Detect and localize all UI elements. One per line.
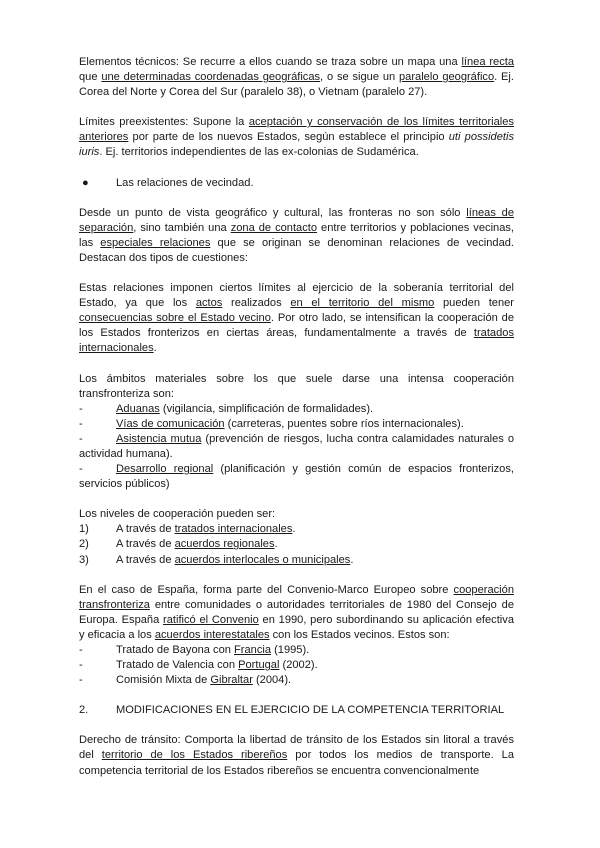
- text-run: Desde un punto de vista geográfico y cultural, las fronteras no son sólo: [79, 206, 467, 219]
- underlined-term: aceptación y conservación de los límites territoriales anteriores: [79, 116, 514, 144]
- paragraph-desde: [79, 206, 514, 266]
- list-item: [79, 402, 514, 417]
- text-run: entre comunidades o autoridades territoriales de 1980 del Consejo de Europa. España: [79, 598, 514, 626]
- text-run: , o se sigue un: [320, 71, 400, 84]
- underlined-term: especiales relaciones: [100, 236, 211, 249]
- paragraph-elementos-tecnicos: [79, 55, 514, 100]
- underlined-term: en el territorio del mismo: [290, 297, 435, 310]
- underlined-term: ratificó el Convenio: [163, 613, 259, 626]
- text-run: Tratado de Bayona con: [116, 644, 235, 656]
- underlined-term: línea recta: [461, 56, 514, 68]
- text-run: .: [350, 553, 354, 566]
- list-text: [116, 402, 514, 417]
- list-item: [79, 643, 514, 658]
- list-marker: -: [79, 432, 83, 445]
- text-run: (vigilancia, simplificación de formalidades).: [159, 402, 374, 415]
- text-run: Estas relaciones imponen ciertos límites al ejercicio de la soberanía territorial del Estado, ya que los: [79, 282, 514, 310]
- underlined-term: acuerdos interlocales o municipales: [174, 553, 351, 566]
- underlined-term: Aduanas: [116, 402, 160, 415]
- text-run: Tratado de Valencia con: [116, 659, 239, 672]
- text-run: A través de: [116, 538, 175, 551]
- text-run: Derecho de tránsito: Comporta la libertad de tránsito de los Estados sin litoral a través del: [79, 734, 514, 762]
- list-text: [116, 673, 514, 688]
- list-item-wrapped: [79, 432, 514, 462]
- text-run: A través de: [116, 523, 175, 536]
- underlined-term: territorio de los Estados ribereños: [101, 749, 288, 762]
- text-run: Límites preexistentes: Supone la: [79, 116, 249, 129]
- underlined-term: Portugal: [238, 659, 280, 672]
- text-run: . Ej. Corea del Norte y Corea del Sur (paralelo 38), o Vietnam (paralelo 27).: [79, 71, 514, 99]
- text-run: .: [292, 523, 296, 536]
- underlined-term: une determinadas coordenadas geográficas: [101, 71, 321, 84]
- text-run: Comisión Mixta de: [116, 674, 211, 687]
- paragraph-derecho-transito: [79, 733, 514, 778]
- list-item: [79, 658, 514, 673]
- underlined-term: Vías de comunicación: [116, 417, 225, 430]
- list-item: [79, 553, 514, 568]
- underlined-term: acuerdos interestatales: [154, 628, 270, 641]
- list-marker: -: [79, 659, 83, 672]
- text-run: (2004).: [252, 674, 292, 687]
- list-item: [79, 673, 514, 688]
- section-heading: [79, 703, 514, 718]
- list-text: [116, 417, 514, 432]
- text-run: . Ej. territorios independientes de las ex-colonias de Sudamérica.: [99, 146, 419, 159]
- text-run: (carreteras, puentes sobre ríos internacionales).: [224, 417, 464, 430]
- paragraph-estas-relaciones: [79, 281, 514, 356]
- underlined-term: Desarrollo regional: [116, 463, 214, 476]
- text-run: , sino también una: [133, 221, 231, 234]
- underlined-term: paralelo geográfico: [399, 71, 495, 84]
- text-run: .: [153, 342, 157, 355]
- list-text: [116, 643, 514, 658]
- text-run: que: [79, 71, 102, 84]
- list-item: [79, 522, 514, 537]
- text-run: En el caso de España, forma parte del Convenio-Marco Europeo sobre: [79, 583, 454, 596]
- list-text: [116, 537, 514, 552]
- espana-section: [79, 583, 514, 689]
- underlined-term: Francia: [234, 644, 272, 656]
- underlined-term: cooperación transfronteriza: [79, 583, 514, 611]
- text-run: . Por otro lado, se intensifican la cooperación de los Estados fronterizos en ciertas áreas, fundamentalmente a través de: [79, 312, 514, 340]
- list-marker: 3): [79, 553, 89, 566]
- text-run: A través de: [116, 553, 175, 566]
- list-text: [116, 658, 514, 673]
- underlined-term: consecuencias sobre el Estado vecino: [79, 312, 271, 325]
- list-text: [116, 522, 514, 537]
- list-marker: 2): [79, 538, 89, 551]
- text-run: .: [274, 538, 278, 551]
- ambitos-intro: Los ámbitos materiales sobre los que suele darse una intensa cooperación transfronteriza son:: [79, 372, 514, 400]
- paragraph-espana: [79, 583, 514, 643]
- list-marker: -: [79, 463, 83, 476]
- text-run: por parte de los nuevos Estados, según establece el principio: [128, 131, 449, 144]
- underlined-term: actos: [195, 297, 223, 310]
- list-item: [79, 417, 514, 432]
- text-run: por todos los medios de transporte. La competencia territorial de los Estados ribereños se encuentra convencionalmente: [79, 749, 514, 777]
- italic-term: uti possidetis iuris: [79, 131, 514, 159]
- text-run: (prevención de riesgos, lucha contra calamidades naturales o actividad humana).: [79, 432, 514, 460]
- text-run: (2002).: [279, 659, 318, 672]
- niveles-section: [79, 507, 514, 567]
- list-marker: -: [79, 674, 83, 687]
- underlined-term: tratados internacionales: [79, 327, 514, 355]
- bullet-text: Las relaciones de vecindad.: [116, 176, 254, 189]
- niveles-intro: Los niveles de cooperación pueden ser:: [79, 508, 276, 521]
- text-run: Elementos técnicos: Se recurre a ellos cuando se traza sobre un mapa una: [79, 56, 462, 68]
- list-item: [79, 537, 514, 552]
- underlined-term: Gibraltar: [210, 674, 253, 687]
- text-run: con los Estados vecinos. Estos son:: [269, 628, 450, 641]
- list-marker: -: [79, 402, 83, 415]
- text-run: (1995).: [271, 644, 310, 656]
- text-run: realizados: [222, 297, 291, 310]
- underlined-term: líneas de separación: [79, 206, 514, 234]
- text-run: (planificación y gestión común de espacios fronterizos, servicios públicos): [79, 463, 514, 491]
- underlined-term: zona de contacto: [230, 221, 318, 234]
- paragraph-limites-preexistentes: [79, 115, 514, 160]
- list-item-wrapped: [79, 462, 514, 492]
- underlined-term: tratados internacionales: [174, 523, 293, 536]
- list-marker: -: [79, 644, 83, 656]
- list-marker: 1): [79, 523, 89, 536]
- text-run: en 1990, pero subordinando su aplicación efectiva y eficacia a los: [79, 613, 514, 641]
- heading-number: 2.: [79, 704, 89, 717]
- list-text: [116, 553, 514, 568]
- text-run: entre territorios y poblaciones vecinas, las: [79, 221, 514, 249]
- bullet-marker: ●: [82, 176, 89, 189]
- underlined-term: acuerdos regionales: [174, 538, 275, 551]
- text-run: que se originan se denominan relaciones de vecindad. Destacan dos tipos de cuestiones:: [79, 236, 514, 264]
- heading-text: MODIFICACIONES EN EL EJERCICIO DE LA COMPETENCIA TERRITORIAL: [116, 704, 505, 717]
- list-marker: -: [79, 417, 83, 430]
- bullet-item: [79, 176, 514, 191]
- text-run: pueden tener: [434, 297, 514, 310]
- underlined-term: Asistencia mutua: [116, 432, 202, 445]
- ambitos-section: [79, 372, 514, 493]
